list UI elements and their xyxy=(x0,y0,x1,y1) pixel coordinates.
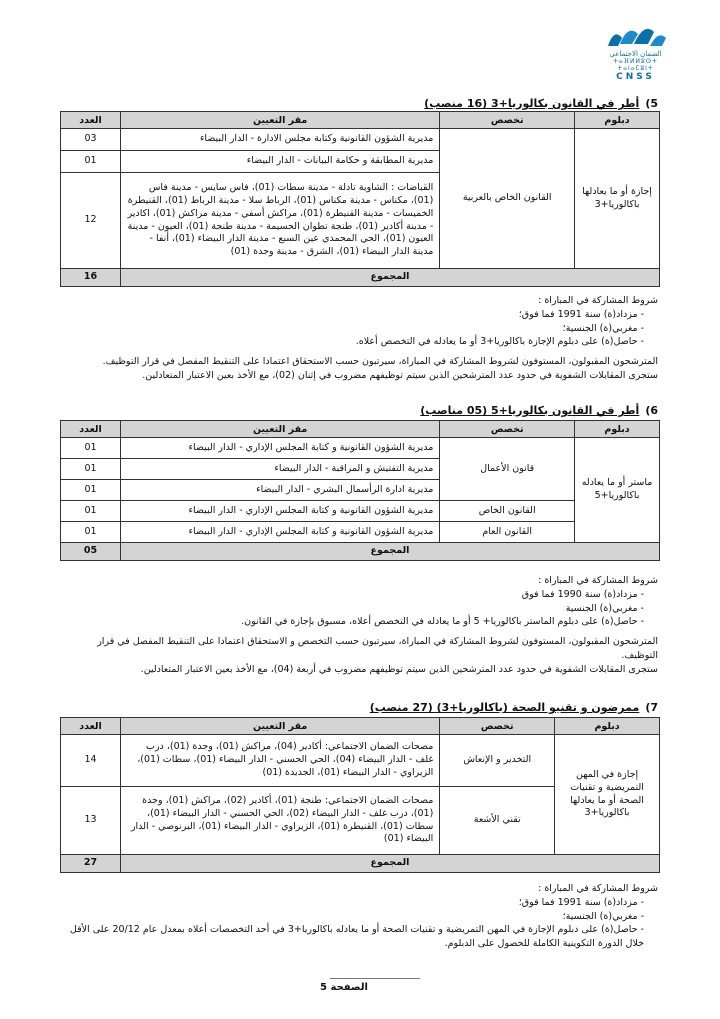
header-diploma: دبلوم xyxy=(555,718,660,735)
total-label: المجموع xyxy=(120,543,659,561)
location-cell: مديرية الشؤون القانونية و كتابة المجلس الإداري - الدار البيضاء xyxy=(120,522,439,543)
logo-tifinagh-text: ⵜⴰⴼⵍⵍⵓⵙⵜ ⵜⴰⵏⴰⵎⵓⵏⵜ xyxy=(613,58,658,72)
cnss-logo-icon xyxy=(604,22,668,50)
location-cell: مديرية الشؤون القانونية و كتابة المجلس الإداري - الدار البيضاء xyxy=(120,501,439,522)
condition-item: - مزداد(ة) سنة 1991 فما فوق؛ xyxy=(518,308,644,320)
logo-arabic-text: الضمان الاجتماعي xyxy=(609,50,662,58)
count-cell: 01 xyxy=(61,522,121,543)
location-cell: مديرية التفتيش و المراقبة - الدار البيضاء xyxy=(120,459,439,480)
table-row xyxy=(61,735,660,787)
section7-table xyxy=(60,717,660,873)
condition-item: - مزداد(ة) سنة 1991 فما فوق؛ xyxy=(518,896,644,908)
note-text: ستجرى المقابلات الشفوية في حدود عدد المترشحين الذين سيتم توظيفهم مضروب في إثنان (02)، مع الأخذ بعين الاعتبار المتعادلين. xyxy=(142,369,658,381)
header-location: مقر التعيين xyxy=(120,718,439,735)
header-diploma: دبلوم xyxy=(575,421,660,438)
location-cell: مديرية الشؤون القانونية و كتابة المجلس الإداري - الدار البيضاء xyxy=(120,438,439,459)
header-count: العدد xyxy=(61,112,121,129)
note-text: المترشحون المقبولون، المستوفون لشروط المشاركة في المباراة، سيرتبون حسب الاستحقاق اعتمادا على التنقيط المفصل في قرار التوظيف. xyxy=(102,356,658,368)
specialty-cell: التخدير و الإنعاش xyxy=(440,735,555,787)
header-specialty: تخصص xyxy=(440,112,575,129)
header-count: العدد xyxy=(61,718,121,735)
footer-divider xyxy=(330,978,420,979)
count-cell: 01 xyxy=(61,501,121,522)
header-count: العدد xyxy=(61,421,121,438)
diploma-cell: إجازة أو ما يعادلها باكالوريا+3 xyxy=(575,129,660,269)
section6-conditions xyxy=(58,574,658,676)
specialty-cell: القانون الخاص xyxy=(440,501,575,522)
conditions-title: شروط المشاركة في المباراة : xyxy=(538,575,658,586)
table-header-row xyxy=(61,718,660,735)
total-value: 27 xyxy=(61,855,121,873)
count-cell: 13 xyxy=(61,787,121,855)
specialty-cell: قانون الأعمال xyxy=(440,438,575,501)
total-row xyxy=(61,855,660,873)
table-header-row xyxy=(61,421,660,438)
condition-item: - مغربي(ة) الجنسية؛ xyxy=(562,910,644,922)
specialty-cell: القانون الخاص بالعربية xyxy=(440,129,575,269)
location-cell: مصحات الضمان الاجتماعي: طنجة (01)، أكادير (02)، مراكش (01)، وجدة (01)، درب غلف - الدار البيضاء (02)، الحي الحسني - الدار البيضاء (01)، سطات (01)، القنيطرة (01)، الزيراوي - الدار البيضاء (01)، البرنوصي - الدار البيضاء (01) xyxy=(120,787,439,855)
specialty-cell: تقني الأشعة xyxy=(440,787,555,855)
note-text: ستجرى المقابلات الشفوية في حدود عدد المترشحين الذين سيتم توظيفهم مضروب في أربعة (04)، مع الأخذ بعين الاعتبار المتعادلين. xyxy=(140,663,658,675)
diploma-cell: إجازة في المهن التمريضية و تقنيات الصحة أو ما يعادلها باكالوريا+3 xyxy=(555,735,660,855)
condition-item: - مغربي(ة) الجنسية؛ xyxy=(562,322,644,334)
count-cell: 01 xyxy=(61,438,121,459)
conditions-title: شروط المشاركة في المباراة : xyxy=(538,883,658,894)
location-cell: مديرية الشؤون القانونية وكتابة مجلس الادارة - الدار البيضاء xyxy=(120,129,439,151)
header-specialty: تخصص xyxy=(440,421,575,438)
cnss-logo xyxy=(598,22,673,82)
table-header-row xyxy=(61,112,660,129)
count-cell: 01 xyxy=(61,480,121,501)
table-row xyxy=(61,501,660,522)
header-location: مقر التعيين xyxy=(120,112,439,129)
condition-item: - مزداد(ة) سنة 1990 فما فوق xyxy=(521,588,644,600)
count-cell: 01 xyxy=(61,459,121,480)
conditions-title: شروط المشاركة في المباراة : xyxy=(538,295,658,306)
section7-title: 7)ممرضون و تقنيو الصحة (باكالوريا+3) (27 منصب) xyxy=(369,701,658,714)
total-label: المجموع xyxy=(120,855,659,873)
total-value: 16 xyxy=(61,269,121,287)
header-specialty: تخصص xyxy=(440,718,555,735)
count-cell: 14 xyxy=(61,735,121,787)
count-cell: 12 xyxy=(61,173,121,269)
header-diploma: دبلوم xyxy=(575,112,660,129)
header-location: مقر التعيين xyxy=(120,421,439,438)
location-cell: مديرية المطابقة و حكامة البيانات - الدار البيضاء xyxy=(120,151,439,173)
total-value: 05 xyxy=(61,543,121,561)
location-cell: مصحات الضمان الاجتماعي: أكادير (04)، مراكش (01)، وجدة (01)، درب غلف - الدار البيضاء (04)، الحي الحسني - الدار البيضاء (01)، سطات (01)، الزيراوي - الدار البيضاء (01)، الجديدة (01) xyxy=(120,735,439,787)
count-cell: 01 xyxy=(61,151,121,173)
total-row xyxy=(61,543,660,561)
table-row xyxy=(61,129,660,151)
section6-table xyxy=(60,420,660,561)
condition-item: - حاصل(ة) على دبلوم الإجازة في المهن التمريضية و تقنيات الصحة أو ما يعادله باكالوريا+3 في أحد التخصصات أعلاه بمعدل عام 20/12 على الأقل خلال الدورة التكوينية الكاملة للحصول على الدبلوم. xyxy=(69,924,644,950)
specialty-cell: القانون العام xyxy=(440,522,575,543)
section5-table xyxy=(60,111,660,287)
location-cell: القباضات : الشاوية تادلة - مدينة سطات (01)، فاس سايس - مدينة فاس (01)، مكناس - مدينة مكناس (01)، الرباط سلا - مدينة الرباط (01)، القنيطرة الخميسات - مدينة القنيطرة (01)، مراكش أسفي - مدينة مراكش (01)، اكادير - مدينة أكادير (01)، طنجة تطوان الحسيمة - مدينة طنجة (01)، العيون - مدينة العيون (01)، الحي المحمدي عين السبع - مدينة الدار البيضاء (01)، أنفا - مدينة الدار البيضاء (01)، الشرق - مدينة وجدة (01) xyxy=(120,173,439,269)
diploma-cell: ماستر أو ما يعادله باكالوريا+5 xyxy=(575,438,660,543)
condition-item: - حاصل(ة) على دبلوم الإجازة باكالوريا+3 أو ما يعادله في التخصص أعلاه. xyxy=(355,336,644,348)
page-number: الصفحة 5 xyxy=(320,982,368,993)
total-label: المجموع xyxy=(120,269,659,287)
section5-conditions xyxy=(58,294,658,383)
section6-title: 6)أطر في القانون بكالوريا+5 (05 مناصب) xyxy=(420,404,658,417)
table-row xyxy=(61,522,660,543)
condition-item: - مغربي(ة) الجنسية xyxy=(565,602,644,614)
total-row xyxy=(61,269,660,287)
condition-item: - حاصل(ة) على دبلوم الماستر باكالوريا+ 5 أو ما يعادله في التخصص أعلاه، مسبوق بإجازة في القانون. xyxy=(241,616,644,628)
section5-title: 5)أطر في القانون بكالوريا+3 (16 منصب) xyxy=(424,97,658,110)
logo-latin-text: CNSS xyxy=(616,72,655,82)
note-text: المترشحون المقبولون، المستوفون لشروط المشاركة في المباراة، سيرتبون حسب التخصص و الاستحقاق اعتمادا على التنقيط المفصل في قرار التوظيف. xyxy=(97,636,658,661)
count-cell: 03 xyxy=(61,129,121,151)
table-row xyxy=(61,438,660,459)
location-cell: مديرية ادارة الرأسمال البشري - الدار البيضاء xyxy=(120,480,439,501)
section7-conditions xyxy=(58,882,658,951)
